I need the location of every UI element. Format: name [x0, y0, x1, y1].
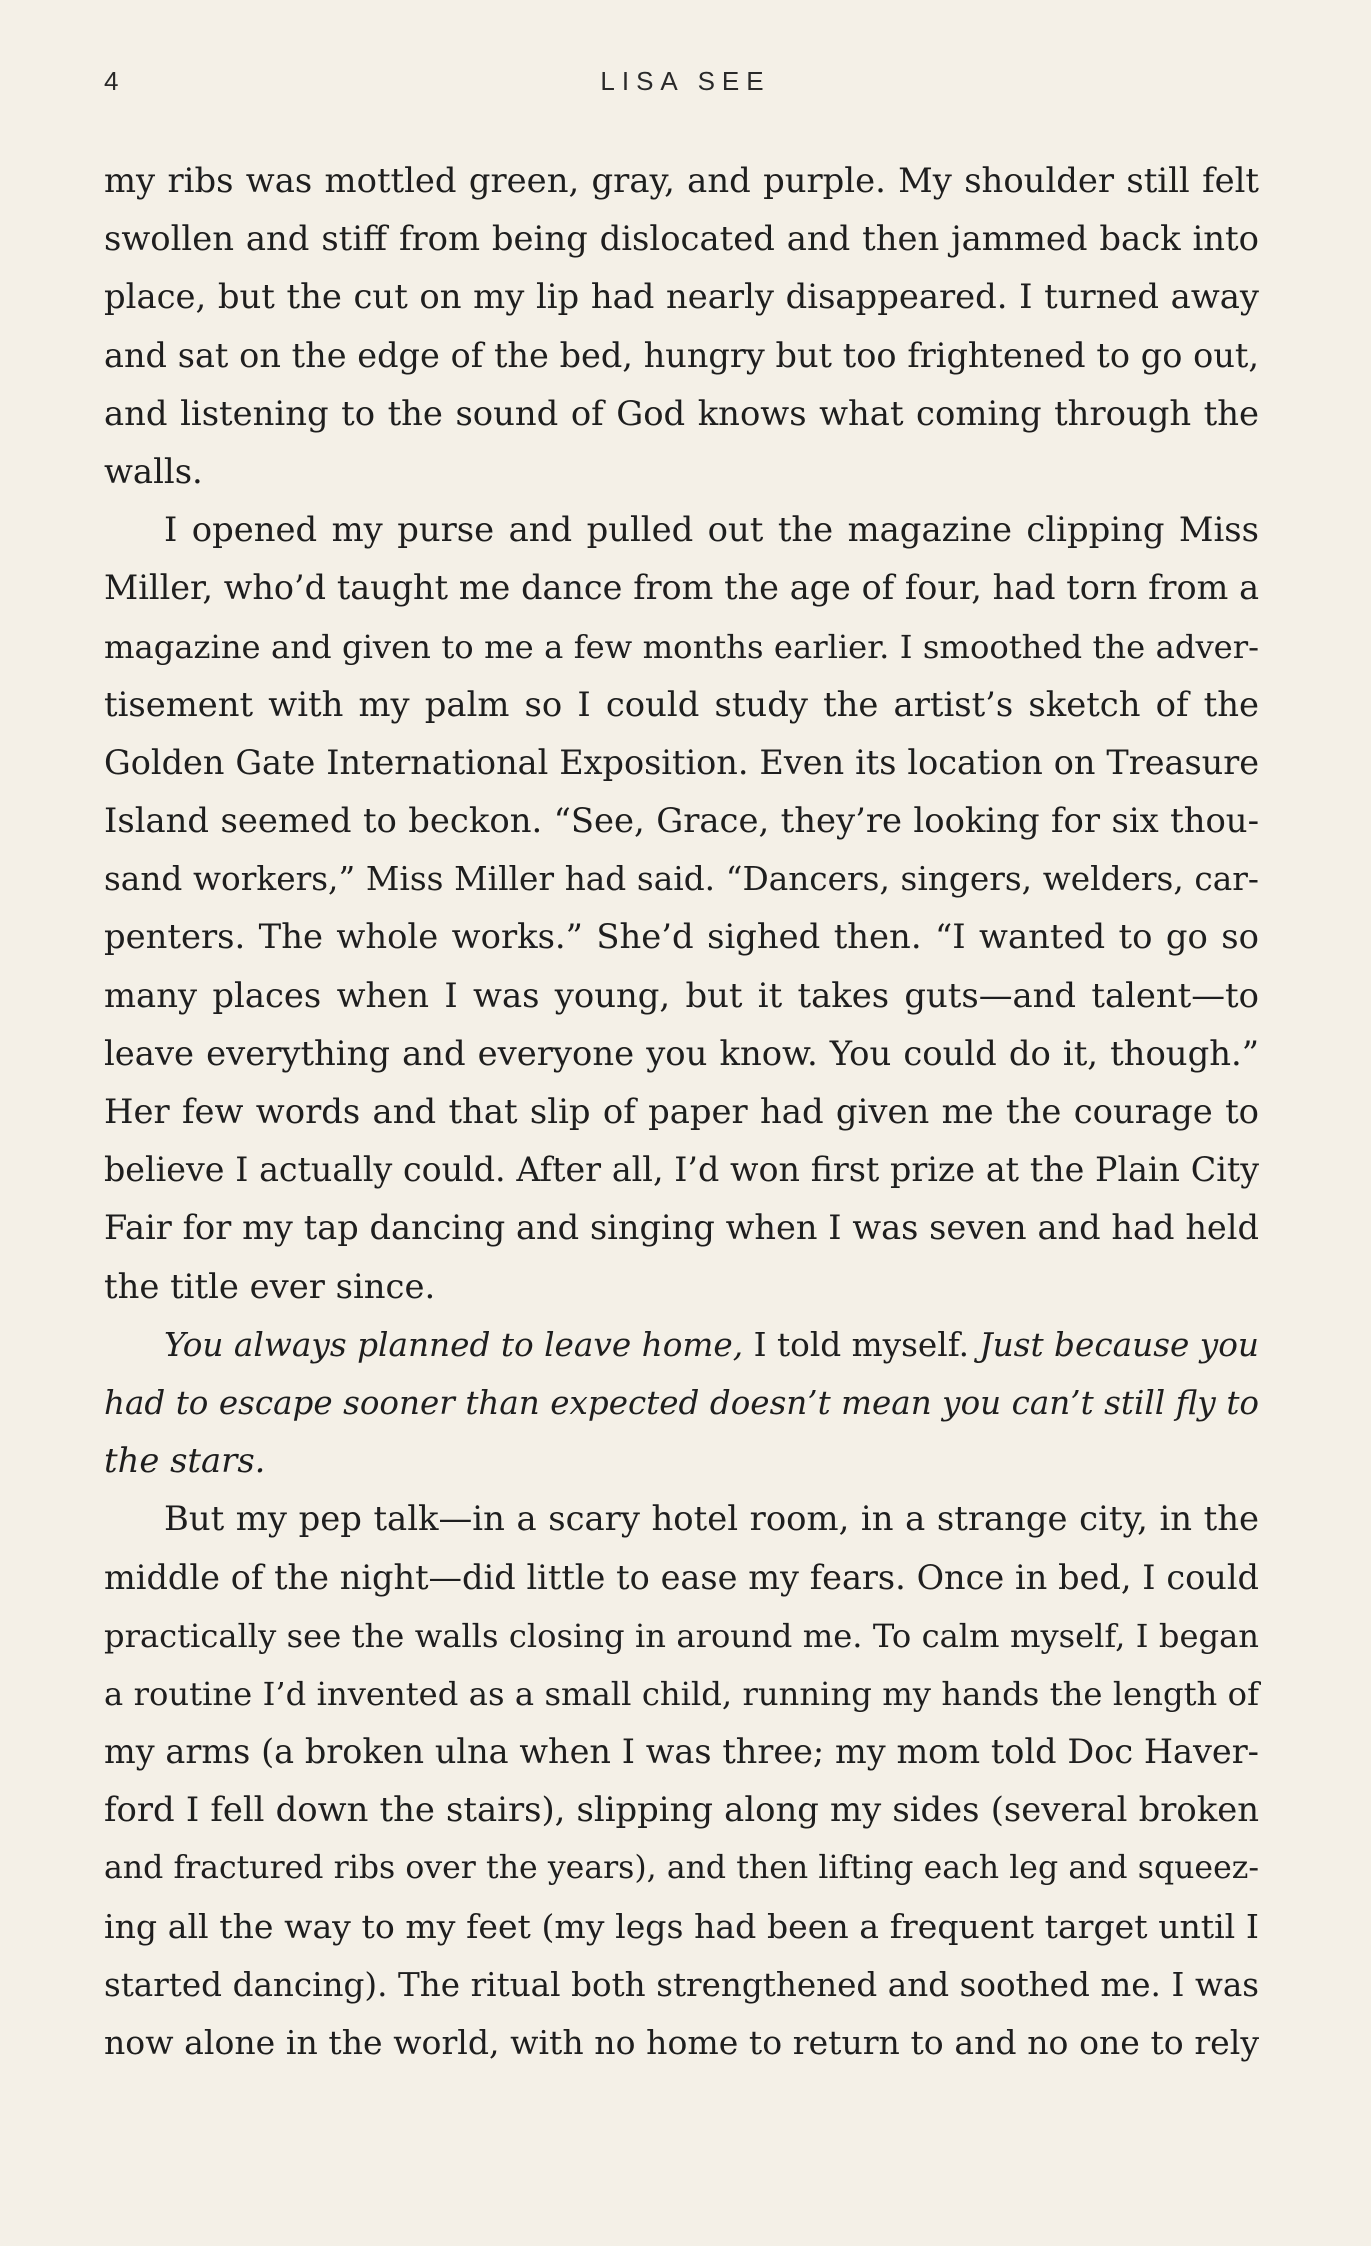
text-line: practically see the walls closing in around me. To calm myself, I began	[104, 1616, 1259, 1655]
text-line: Island seemed to beckon. “See, Grace, they’re looking for six thou-	[104, 801, 1259, 841]
body-text	[104, 152, 1259, 2072]
text-line: the stars.	[104, 1441, 266, 1481]
page-header	[104, 66, 1267, 106]
text-line: magazine and given to me a few months earlier. I smoothed the adver-	[104, 627, 1259, 666]
text-line: many places when I was young, but it takes guts—and talent—to	[104, 975, 1259, 1015]
text-line: swollen and stiff from being dislocated and then jammed back into	[104, 219, 1259, 259]
text-line: my ribs was mottled green, gray, and purple. My shoulder still felt	[104, 161, 1259, 200]
text-line: middle of the night—did little to ease my fears. Once in bed, I could	[104, 1557, 1259, 1597]
text-line: now alone in the world, with no home to return to and no one to rely	[104, 2023, 1259, 2062]
text-line: Miller, who’d taught me dance from the age of four, had torn from a	[104, 568, 1259, 608]
text-line: walls.	[104, 451, 203, 491]
text-line: believe I actually could. After all, I’d won first prize at the Plain City	[104, 1150, 1259, 1190]
italic-segment: Just because you	[979, 1325, 1259, 1364]
text-line: sand workers,” Miss Miller had said. “Dancers, singers, welders, car-	[104, 860, 1259, 899]
text-line: and fractured ribs over the years), and then lifting each leg and squeez-	[104, 1850, 1259, 1887]
text-line: place, but the cut on my lip had nearly disappeared. I turned away	[104, 277, 1259, 317]
text-line: the title ever since.	[104, 1266, 436, 1306]
text-line: leave everything and everyone you know. You could do it, though.”	[104, 1033, 1259, 1073]
text-line: tisement with my palm so I could study the artist’s sketch of the	[104, 684, 1259, 724]
text-line: But my pep talk—in a scary hotel room, in a strange city, in the	[164, 1499, 1259, 1539]
roman-segment: I told myself.	[743, 1325, 980, 1364]
text-line: penters. The whole works.” She’d sighed then. “I wanted to go so	[104, 917, 1259, 957]
text-line: started dancing). The ritual both strengthened and soothed me. I was	[104, 1965, 1259, 2004]
text-line: ford I fell down the stairs), slipping along my sides (several broken	[104, 1790, 1259, 1830]
text-line: a routine I’d invented as a small child, running my hands the length of	[104, 1674, 1259, 1713]
text-line-mixed	[104, 1316, 1259, 1374]
text-line: I opened my purse and pulled out the magazine clipping Miss	[164, 510, 1259, 550]
text-line: Her few words and that slip of paper had given me the courage to	[104, 1092, 1259, 1131]
text-line: Golden Gate International Exposition. Even its location on Treasure	[104, 742, 1259, 782]
running-head: LISA SEE	[600, 66, 771, 96]
text-line: ing all the way to my feet (my legs had been a frequent target until I	[104, 1906, 1259, 1946]
text-line: my arms (a broken ulna when I was three; my mom told Doc Haver-	[104, 1732, 1259, 1772]
text-line: had to escape sooner than expected doesn’t mean you can’t still fly to	[104, 1383, 1259, 1422]
text-line: and sat on the edge of the bed, hungry but too frightened to go out,	[104, 335, 1259, 375]
page-number: 4	[104, 66, 120, 96]
text-line: Fair for my tap dancing and singing when I was seven and had held	[104, 1208, 1259, 1248]
text-line: and listening to the sound of God knows what coming through the	[104, 393, 1259, 433]
italic-segment: You always planned to leave home,	[164, 1325, 744, 1364]
